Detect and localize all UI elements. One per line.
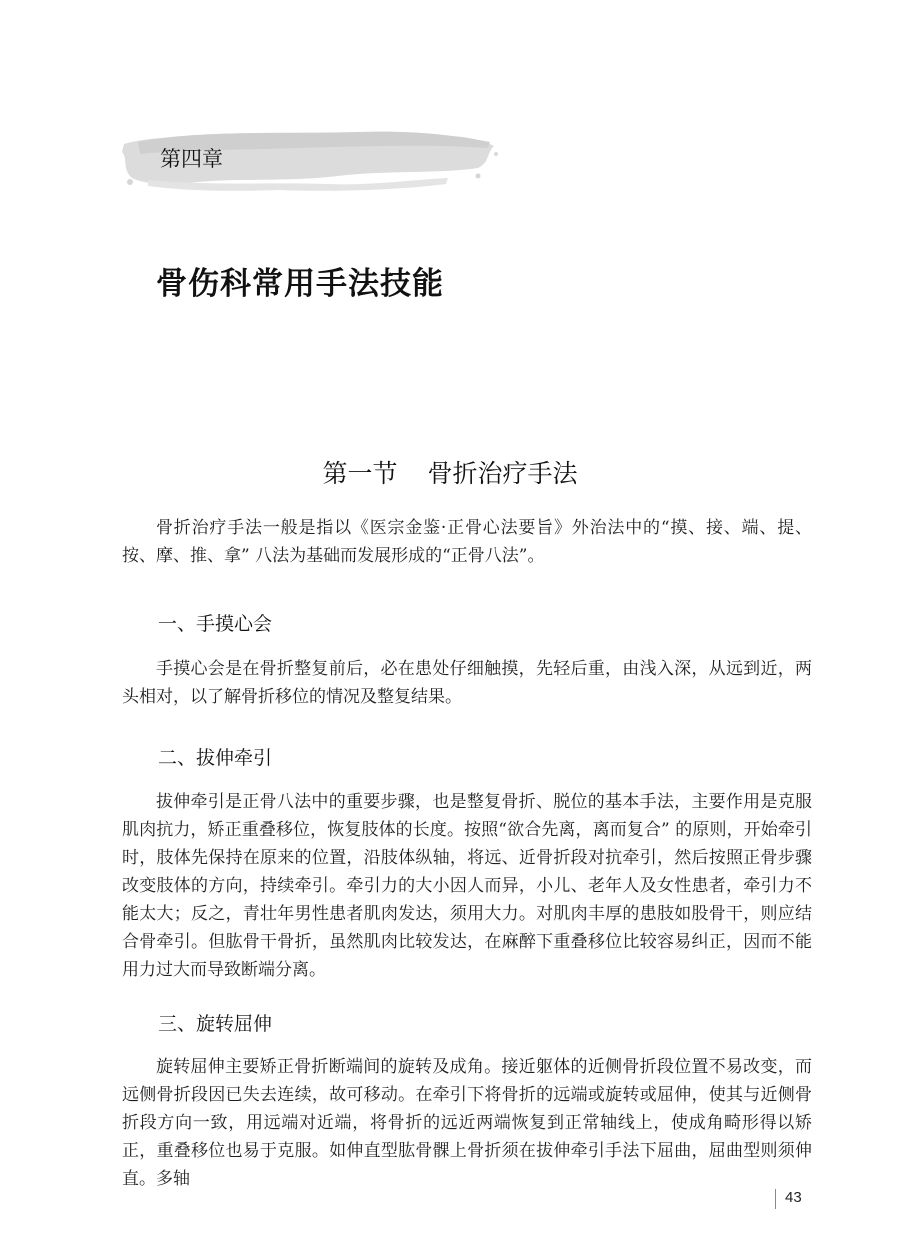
- page-number-divider: [775, 1189, 776, 1209]
- subsection-heading: 一、手摸心会: [158, 613, 273, 635]
- subsection-body: 拔伸牵引是正骨八法中的重要步骤，也是整复骨折、脱位的基本手法，主要作用是克服肌肉抗力，矫正重叠移位，恢复肢体的长度。按照“欲合先离，离而复合” 的原则，开始牵引时，肢体先保持在原来的位置，沿肢体纵轴，将远、近骨折段对抗牵引，然后按照正骨步骤改变肢体的方向，持续牵引。牵引力的大小因人而异，小儿、老年人及女性患者，牵引力不能太大；反之，青壮年男性患者肌肉发达，须用大力。对肌肉丰厚的患肢如股骨干，则应结合骨牵引。但肱骨干骨折，虽然肌肉比较发达，在麻醉下重叠移位比较容易纠正，因而不能用力过大而导致断端分离。: [122, 792, 812, 980]
- chapter-title: 骨伤科常用手法技能: [156, 266, 444, 302]
- section-number: 第一节: [322, 459, 398, 488]
- intro-paragraph: 骨折治疗手法一般是指以《医宗金鉴·正骨心法要旨》外治法中的“摸、接、端、提、按、摩、推、拿” 八法为基础而发展形成的“正骨八法”。: [122, 518, 812, 566]
- section-title: [0, 454, 900, 490]
- subsection-body: 手摸心会是在骨折整复前后，必在患处仔细触摸，先轻后重，由浅入深，从远到近，两头相对，以了解骨折移位的情况及整复结果。: [122, 659, 812, 707]
- section-name: 骨折治疗手法: [427, 459, 578, 488]
- subsection-body: 旋转屈伸主要矫正骨折断端间的旋转及成角。接近躯体的近侧骨折段位置不易改变，而远侧骨折段因已失去连续，故可移动。在牵引下将骨折的远端或旋转或屈伸，使其与近侧骨折段方向一致，用远端对近端，将骨折的远近两端恢复到正常轴线上，使成角畸形得以矫正，重叠移位也易于克服。如伸直型肱骨髁上骨折须在拔伸牵引手法下屈曲，屈曲型则须伸直。多轴: [122, 1057, 812, 1189]
- chapter-label: 第四章: [160, 147, 223, 171]
- page-number: 43: [785, 1189, 802, 1206]
- subsection-heading: 三、旋转屈伸: [158, 1013, 273, 1035]
- subsection-heading: 二、拔伸牵引: [158, 747, 273, 769]
